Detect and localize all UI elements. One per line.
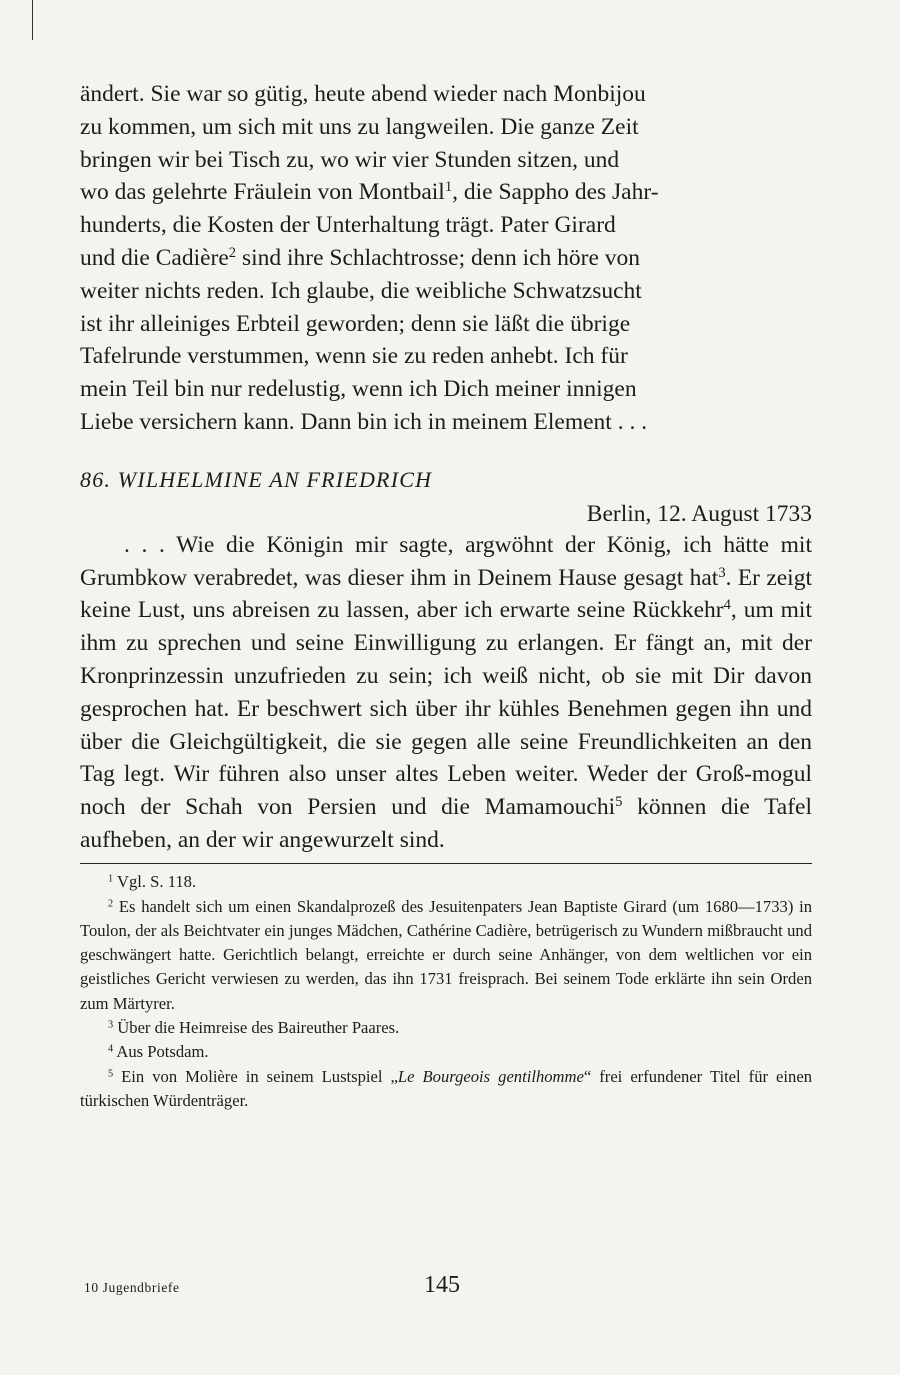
letter-date: Berlin, 12. August 1733	[586, 500, 812, 527]
page-content	[80, 78, 812, 1113]
signature-mark: 10 Jugendbriefe	[84, 1280, 180, 1295]
text-line: wo das gelehrte Fräulein von Montbail$^1$, die Sappho des Jahr-	[80, 179, 659, 206]
play-title: Le Bourgeois gentilhomme	[397, 1066, 584, 1086]
text-line: Tafelrunde verstummen, wenn sie zu reden anhebt. Ich für	[80, 343, 628, 370]
text-line: hunderts, die Kosten der Unterhaltung trägt. Pater Girard	[80, 212, 616, 239]
letter-heading: 86. WILHELMINE AN FRIEDRICH	[80, 466, 433, 492]
page-footer	[84, 1272, 814, 1302]
footnote-ref: 1	[444, 179, 453, 196]
letter-body	[80, 529, 812, 857]
text-line: mein Teil bin nur redelustig, wenn ich Dich meiner innigen	[80, 376, 637, 403]
footnote-ref: 2	[228, 244, 237, 261]
text-line: und die Cadière$^2$ sind ihre Schlachtrosse; denn ich höre von	[80, 244, 641, 271]
footnote-separator	[80, 863, 812, 865]
text-line: zu kommen, um sich mit uns zu langweilen. Die ganze Zeit	[80, 113, 639, 140]
footnote-ref: 3	[718, 564, 726, 581]
footnote: $^1$ Vgl. S. 118.	[108, 872, 197, 892]
letter-paragraph: . . . Wie die Königin mir sagte, argwöhnt der König, ich hätte mit Grumbkow verabredet, was dieser ihm in Deinem Hause gesagt hat$^3$. Er zeigt keine Lust, uns abreisen zu lassen, aber ich erwarte seine Rückkehr$^4$, um mit ihm zu sprechen und seine Einwilligung zu erlangen. Er fängt an, mit der Kronprinzessin unzufrieden zu sein; ich weiß nicht, ob sie mit Dir davon gesprochen hat. Er beschwert sich über ihr kühles Benehmen gegen ihn und über die Gleichgültigkeit, die sie gegen alle seine Freundlichkeiten an den Tag legt. Wir führen also unser altes Leben weiter. Weder der Groß-mogul noch der Schah von Persien und die Mamamouchi$^5$ können die Tafel aufheben, an der wir angewurzelt sind.	[80, 531, 813, 853]
footnote: $^5$ Ein von Molière in seinem Lustspiel „Le Bourgeois gentilhomme“ frei erfundener Titel für einen türkischen Würdenträger.	[80, 1066, 812, 1110]
footnote: $^4$ Aus Potsdam.	[108, 1042, 209, 1062]
footnotes	[80, 870, 812, 1113]
text-line: bringen wir bei Tisch zu, wo wir vier Stunden sitzen, und	[80, 146, 620, 173]
body-paragraph	[80, 78, 812, 439]
text-line: Liebe versichern kann. Dann bin ich in meinem Element . . .	[80, 408, 648, 435]
footnote-ref: 4	[723, 597, 731, 614]
text-line: ändert. Sie war so gütig, heute abend wieder nach Monbijou	[80, 81, 646, 107]
footnote: $^3$ Über die Heimreise des Baireuther Paares.	[108, 1018, 400, 1038]
footnote: $^2$ Es handelt sich um einen Skandalprozeß des Jesuitenpaters Jean Baptiste Girard (um 1680—1733) in Toulon, der als Beichtvater ein junges Mädchen, Cathérine Cadière, betrügerisch zu Wundern mißbraucht und geschwängert hatte. Gerichtlich belangt, erreichte er durch seine Anhänger, von dem weltlichen vor ein geistliches Gericht verwiesen zu werden, das ihn 1731 freisprach. Bei seinem Tode erklärte ihn sein Orden zum Märtyrer.	[80, 896, 812, 1013]
text-line: weiter nichts reden. Ich glaube, die weibliche Schwatzsucht	[80, 277, 642, 304]
text-line: ist ihr alleiniges Erbteil geworden; denn sie läßt die übrige	[80, 310, 631, 337]
page-number: 145	[424, 1272, 460, 1298]
page-edge-line	[32, 0, 33, 40]
footnote-ref: 5	[615, 794, 623, 811]
